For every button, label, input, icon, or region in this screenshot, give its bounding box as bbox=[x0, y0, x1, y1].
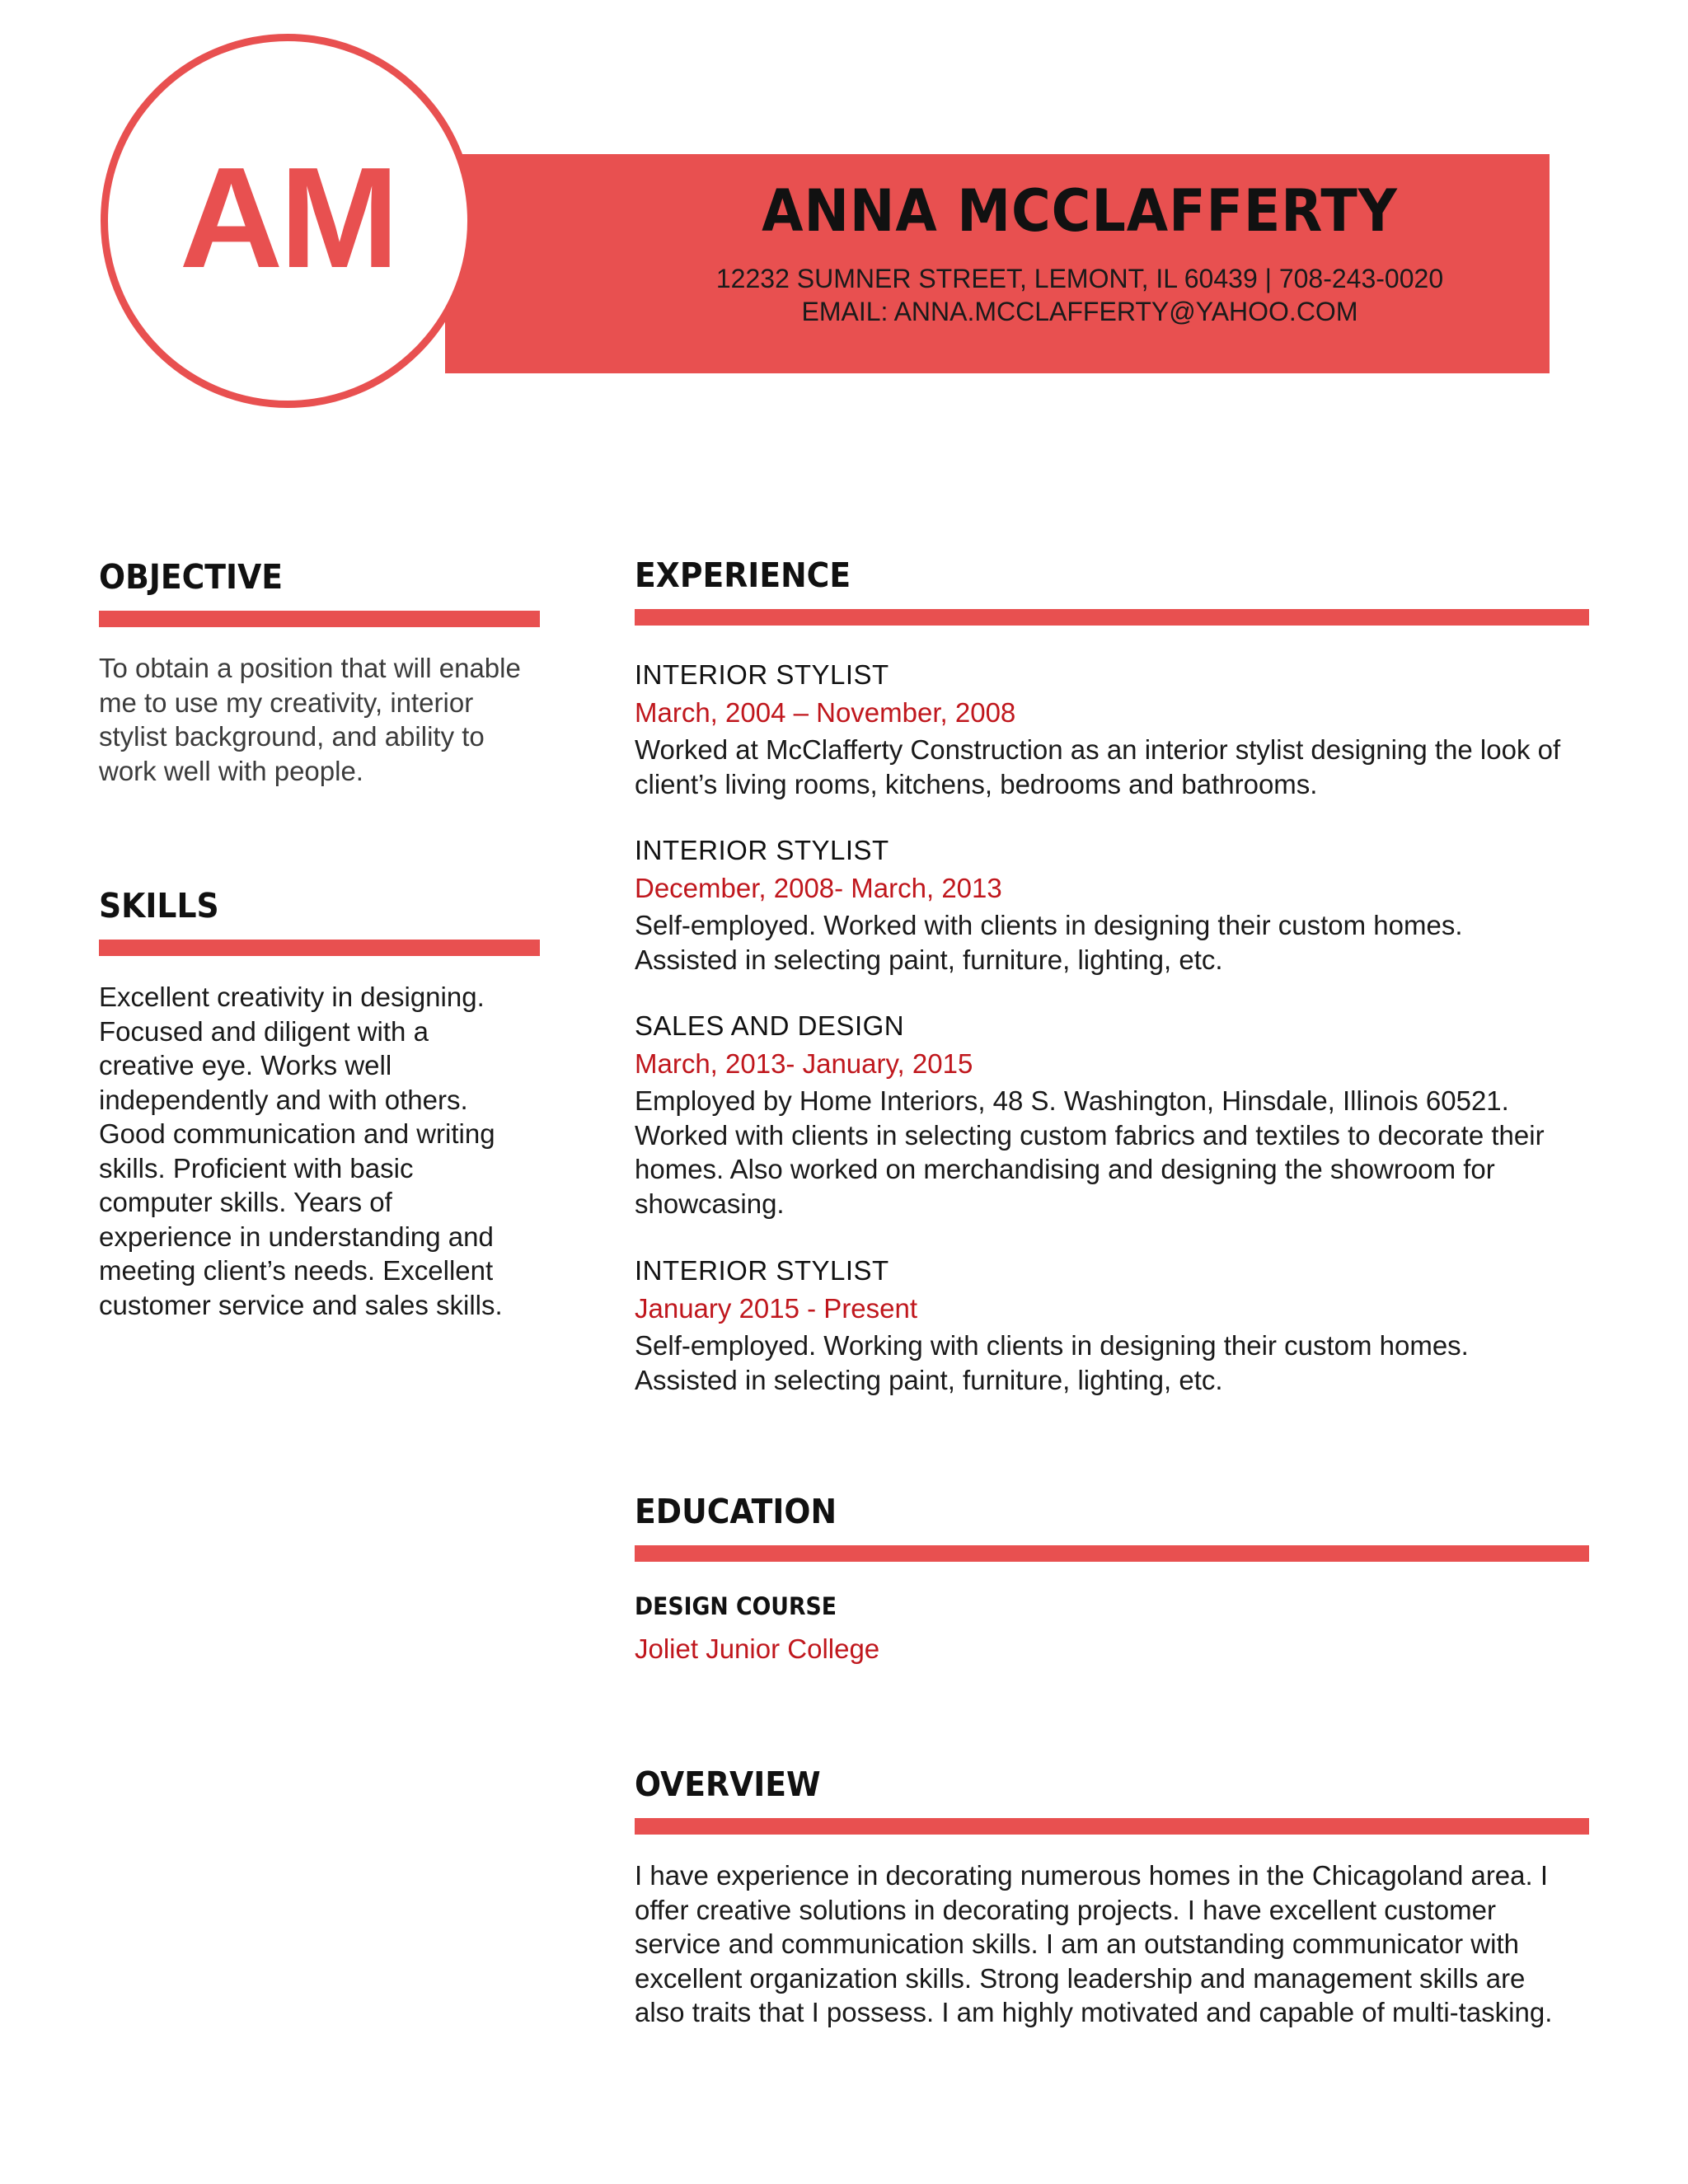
overview-line: offer creative solutions in decorating projects. I have excellent customer bbox=[635, 1894, 1496, 1925]
skills-rule bbox=[99, 940, 540, 956]
experience-heading: EXPERIENCE bbox=[635, 555, 851, 595]
skills-line: customer service and sales skills. bbox=[99, 1289, 503, 1320]
job-description-line: Employed by Home Interiors, 48 S. Washington, Hinsdale, Illinois 60521. bbox=[635, 1085, 1509, 1116]
objective-line: To obtain a position that will enable bbox=[99, 653, 521, 683]
job-description-line: Worked with clients in selecting custom fabrics and textiles to decorate their bbox=[635, 1119, 1545, 1151]
job-description-line: Self-employed. Worked with clients in designing their custom homes. bbox=[635, 910, 1463, 940]
education-course: DESIGN COURSE bbox=[635, 1592, 837, 1620]
overview-heading: OVERVIEW bbox=[635, 1765, 821, 1804]
job-title: INTERIOR STYLIST bbox=[635, 659, 889, 690]
job-dates: January 2015 - Present bbox=[635, 1293, 918, 1324]
experience-rule bbox=[635, 609, 1589, 626]
job-dates: December, 2008- March, 2013 bbox=[635, 873, 1002, 903]
overview-line: I have experience in decorating numerous homes in the Chicagoland area. I bbox=[635, 1860, 1549, 1891]
job-entry bbox=[635, 1253, 1591, 1397]
skills-line: experience in understanding and bbox=[99, 1221, 494, 1252]
job-entry bbox=[635, 832, 1591, 977]
objective-line: work well with people. bbox=[99, 755, 363, 786]
overview-rule bbox=[635, 1818, 1589, 1835]
education-rule bbox=[635, 1545, 1589, 1562]
job-description-line: Assisted in selecting paint, furniture, lighting, etc. bbox=[635, 1364, 1223, 1395]
contact-info bbox=[445, 262, 1688, 328]
education-school: Joliet Junior College bbox=[635, 1633, 880, 1664]
skills-line: meeting client’s needs. Excellent bbox=[99, 1255, 494, 1286]
job-description-line: showcasing. bbox=[635, 1188, 785, 1219]
objective-line: me to use my creativity, interior bbox=[99, 687, 474, 718]
skills-heading: SKILLS bbox=[99, 886, 219, 926]
monogram-initials: AM bbox=[179, 136, 396, 298]
job-dates: March, 2004 – November, 2008 bbox=[635, 697, 1016, 728]
skills-line: independently and with others. bbox=[99, 1084, 468, 1115]
job-description-line: client’s living rooms, kitchens, bedrooms and bathrooms. bbox=[635, 768, 1318, 799]
objective-text bbox=[99, 651, 560, 788]
skills-line: computer skills. Years of bbox=[99, 1187, 392, 1217]
education-heading: EDUCATION bbox=[635, 1492, 837, 1531]
job-description-line: Self-employed. Working with clients in designing their custom homes. bbox=[635, 1330, 1469, 1361]
objective-heading: OBJECTIVE bbox=[99, 557, 284, 597]
skills-line: Excellent creativity in designing. bbox=[99, 982, 485, 1012]
overview-line: also traits that I possess. I am highly motivated and capable of multi-tasking. bbox=[635, 1997, 1553, 2027]
overview-line: service and communication skills. I am an outstanding communicator with bbox=[635, 1929, 1519, 1959]
job-description-line: Worked at McClafferty Construction as an interior stylist designing the look of bbox=[635, 734, 1561, 765]
objective-line: stylist background, and ability to bbox=[99, 721, 485, 752]
overview-text bbox=[635, 1858, 1599, 2030]
skills-text bbox=[99, 980, 577, 1322]
job-entry bbox=[635, 1008, 1591, 1221]
monogram-circle bbox=[101, 34, 475, 408]
job-title: SALES AND DESIGN bbox=[635, 1010, 905, 1041]
objective-rule bbox=[99, 611, 540, 627]
contact-email: EMAIL: ANNA.MCCLAFFERTY@YAHOO.COM bbox=[801, 297, 1358, 326]
contact-address-phone: 12232 SUMNER STREET, LEMONT, IL 60439 | 708-243-0020 bbox=[715, 264, 1444, 293]
candidate-name: ANNA MCCLAFFERTY bbox=[762, 177, 1398, 245]
skills-line: Focused and diligent with a bbox=[99, 1015, 429, 1047]
job-entry bbox=[635, 657, 1591, 801]
skills-line: skills. Proficient with basic bbox=[99, 1152, 414, 1183]
skills-line: Good communication and writing bbox=[99, 1118, 495, 1149]
job-title: INTERIOR STYLIST bbox=[635, 835, 889, 865]
job-description-line: Assisted in selecting paint, furniture, lighting, etc. bbox=[635, 944, 1223, 975]
job-title: INTERIOR STYLIST bbox=[635, 1255, 889, 1286]
skills-line: creative eye. Works well bbox=[99, 1050, 392, 1080]
job-description-line: homes. Also worked on merchandising and designing the showroom for bbox=[635, 1154, 1495, 1184]
job-dates: March, 2013- January, 2015 bbox=[635, 1048, 973, 1079]
overview-line: excellent organization skills. Strong leadership and management skills are bbox=[635, 1962, 1526, 1994]
